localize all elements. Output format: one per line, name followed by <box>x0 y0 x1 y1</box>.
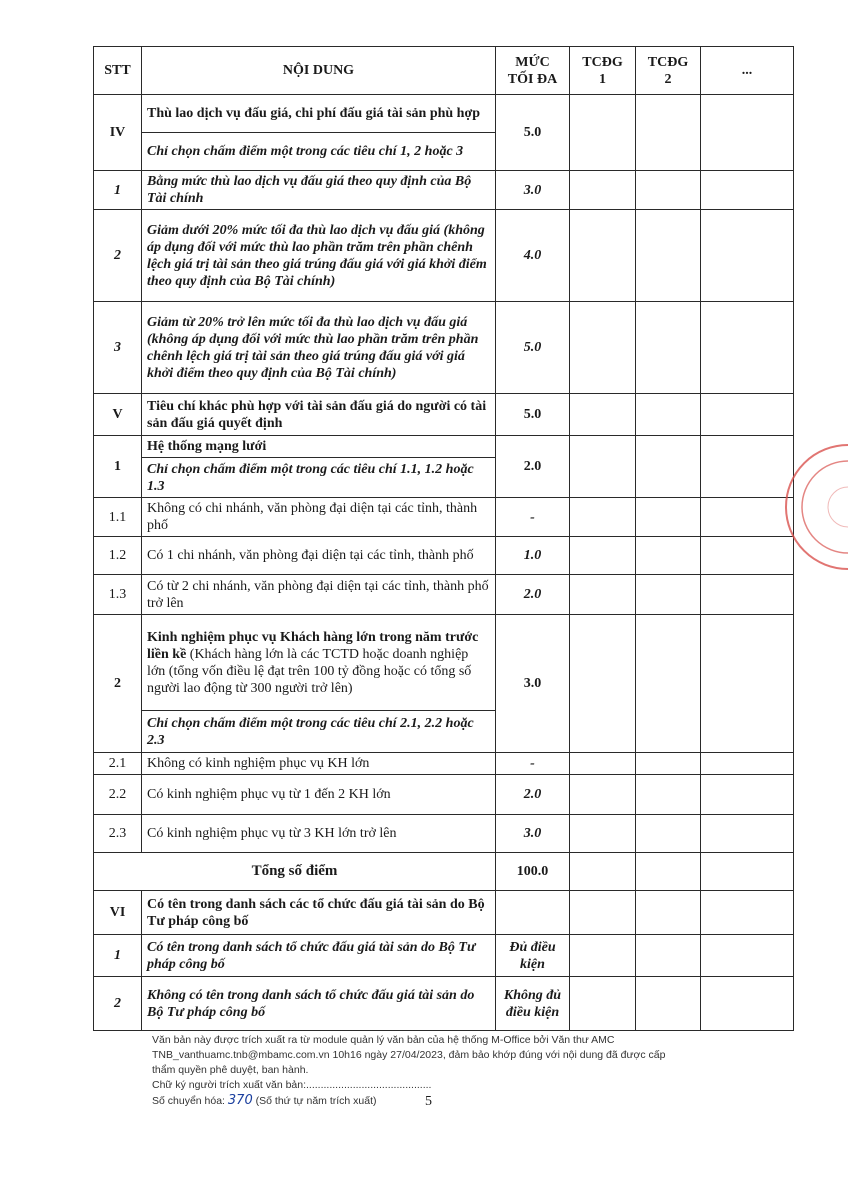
stt-cell: 1 <box>94 171 142 210</box>
score-cell[interactable] <box>570 210 636 302</box>
score-cell[interactable] <box>701 753 794 775</box>
score-cell[interactable] <box>570 436 636 498</box>
conversion-number: 370 <box>227 1093 253 1108</box>
score-cell[interactable] <box>570 302 636 394</box>
score-cell[interactable] <box>570 615 636 753</box>
header-muc-toi-da: MỨC TỐI ĐA <box>496 47 570 95</box>
score-cell[interactable] <box>636 95 701 171</box>
score-cell[interactable] <box>701 775 794 815</box>
table-row <box>94 615 794 711</box>
max-score: 2.0 <box>496 575 570 615</box>
score-cell[interactable] <box>570 753 636 775</box>
max-score: 5.0 <box>496 394 570 436</box>
table-row <box>94 95 794 133</box>
score-cell[interactable] <box>636 302 701 394</box>
score-cell[interactable] <box>570 853 636 891</box>
max-score: 3.0 <box>496 615 570 753</box>
score-cell[interactable] <box>636 775 701 815</box>
criterion-text: Giảm từ 20% trở lên mức tối đa thù lao dịch vụ đấu giá (không áp dụng đối với mức thù lao phần trăm trên phần chênh lệch giá trị tài sản theo giá trúng đấu giá với giá khởi điểm theo quy định của Bộ Tài chính) <box>142 302 496 394</box>
table-row <box>94 891 794 935</box>
table-row <box>94 537 794 575</box>
score-cell[interactable] <box>701 891 794 935</box>
score-cell[interactable] <box>570 977 636 1031</box>
score-cell[interactable] <box>701 935 794 977</box>
table-row <box>94 171 794 210</box>
max-score: - <box>496 498 570 537</box>
stt-cell: 2 <box>94 210 142 302</box>
page-number: 5 <box>425 1094 432 1109</box>
score-cell[interactable] <box>636 935 701 977</box>
score-cell[interactable] <box>570 575 636 615</box>
score-cell[interactable] <box>636 615 701 753</box>
criterion-text: Không có kinh nghiệm phục vụ KH lớn <box>142 753 496 775</box>
score-cell[interactable] <box>570 891 636 935</box>
criterion-text: Có 1 chi nhánh, văn phòng đại diện tại các tỉnh, thành phố <box>142 537 496 575</box>
footer-line: TNB_vanthuamc.tnb@mbamc.com.vn 10h16 ngày 27/04/2023, đảm bảo khớp đúng với nội dung đã được cấp <box>152 1049 666 1061</box>
criterion-text: Có từ 2 chi nhánh, văn phòng đại diện tại các tỉnh, thành phố trở lên <box>142 575 496 615</box>
criterion-text: Có tên trong danh sách tổ chức đấu giá tài sản do Bộ Tư pháp công bố <box>142 935 496 977</box>
score-cell[interactable] <box>636 436 701 498</box>
score-cell[interactable] <box>701 95 794 171</box>
max-score: Không đủ điều kiện <box>496 977 570 1031</box>
criterion-text: Giảm dưới 20% mức tối đa thù lao dịch vụ đấu giá (không áp dụng đối với mức thù lao phần trăm trên phần chênh lệch giá trị tài sản theo giá trúng đấu giá với giá khởi điểm theo quy định của Bộ Tài chính) <box>142 210 496 302</box>
stt-cell: 2.1 <box>94 753 142 775</box>
criterion-text <box>142 615 496 711</box>
score-cell[interactable] <box>636 977 701 1031</box>
max-score: 1.0 <box>496 537 570 575</box>
table-row <box>94 775 794 815</box>
max-score: 3.0 <box>496 171 570 210</box>
criterion-text: Không có chi nhánh, văn phòng đại diện tại các tỉnh, thành phố <box>142 498 496 537</box>
score-cell[interactable] <box>701 394 794 436</box>
total-label: Tổng số điểm <box>94 853 496 891</box>
score-cell[interactable] <box>636 575 701 615</box>
header-tcdg-1: TCĐG 1 <box>570 47 636 95</box>
stt-cell: 2 <box>94 977 142 1031</box>
max-score: 5.0 <box>496 95 570 171</box>
score-cell[interactable] <box>570 815 636 853</box>
score-cell[interactable] <box>636 210 701 302</box>
score-cell[interactable] <box>636 853 701 891</box>
footer-line: Văn bản này được trích xuất ra từ module quản lý văn bản của hệ thống M-Office bởi Văn thư AMC <box>152 1034 615 1046</box>
max-score: Đủ điều kiện <box>496 935 570 977</box>
score-cell[interactable] <box>636 815 701 853</box>
max-score <box>496 891 570 935</box>
score-cell[interactable] <box>570 498 636 537</box>
max-score: 5.0 <box>496 302 570 394</box>
table-row <box>94 753 794 775</box>
score-cell[interactable] <box>570 394 636 436</box>
total-score: 100.0 <box>496 853 570 891</box>
table-row <box>94 977 794 1031</box>
stt-cell: 1 <box>94 436 142 498</box>
section-note: Chỉ chọn chấm điểm một trong các tiêu chí 1.1, 1.2 hoặc 1.3 <box>142 458 496 498</box>
score-cell[interactable] <box>570 775 636 815</box>
footer-line: Chữ ký người trích xuất văn bản:........................................... <box>152 1079 432 1091</box>
max-score: 4.0 <box>496 210 570 302</box>
score-cell[interactable] <box>701 853 794 891</box>
red-seal-stamp <box>770 432 848 582</box>
score-cell[interactable] <box>701 615 794 753</box>
stt-cell: 2.2 <box>94 775 142 815</box>
conversion-label: Số chuyển hóa: <box>152 1095 225 1107</box>
score-cell[interactable] <box>636 753 701 775</box>
table-row <box>94 210 794 302</box>
scoring-table <box>93 46 794 1031</box>
section-description: (Khách hàng lớn là các TCTD hoặc doanh nghiệp lớn (tổng vốn điều lệ đạt trên 100 tỷ đồng hoặc có tổng số người lao động từ 300 người trở lên) <box>147 646 472 696</box>
section-note: Chỉ chọn chấm điểm một trong các tiêu chí 1, 2 hoặc 3 <box>142 133 496 171</box>
stt-cell: VI <box>94 891 142 935</box>
criterion-text: Có kinh nghiệm phục vụ từ 1 đến 2 KH lớn <box>142 775 496 815</box>
section-title: Thù lao dịch vụ đấu giá, chi phí đấu giá tài sản phù hợp <box>142 95 496 133</box>
table-header <box>94 47 794 95</box>
table-row <box>94 302 794 394</box>
stt-cell: 1.1 <box>94 498 142 537</box>
extraction-footer <box>152 1033 672 1109</box>
score-cell[interactable] <box>636 171 701 210</box>
section-title: Tiêu chí khác phù hợp với tài sản đấu giá do người có tài sản đấu giá quyết định <box>142 394 496 436</box>
section-title: Hệ thống mạng lưới <box>142 436 496 458</box>
score-cell[interactable] <box>636 891 701 935</box>
criterion-text: Bằng mức thù lao dịch vụ đấu giá theo quy định của Bộ Tài chính <box>142 171 496 210</box>
stt-cell: 2.3 <box>94 815 142 853</box>
header-stt: STT <box>94 47 142 95</box>
stt-cell: IV <box>94 95 142 171</box>
stt-cell: 1 <box>94 935 142 977</box>
header-more: ... <box>701 47 794 95</box>
stt-cell: 3 <box>94 302 142 394</box>
total-row <box>94 853 794 891</box>
table-row <box>94 436 794 458</box>
score-cell[interactable] <box>636 394 701 436</box>
table-row <box>94 815 794 853</box>
max-score: 2.0 <box>496 436 570 498</box>
score-cell[interactable] <box>570 171 636 210</box>
footer-line: thẩm quyền phê duyệt, ban hành. <box>152 1064 309 1076</box>
score-cell[interactable] <box>636 498 701 537</box>
criterion-text: Không có tên trong danh sách tổ chức đấu giá tài sản do Bộ Tư pháp công bố <box>142 977 496 1031</box>
section-title: Có tên trong danh sách các tổ chức đấu giá tài sản do Bộ Tư pháp công bố <box>142 891 496 935</box>
max-score: - <box>496 753 570 775</box>
table-row <box>94 935 794 977</box>
stt-cell: V <box>94 394 142 436</box>
table-row <box>94 575 794 615</box>
criterion-text: Có kinh nghiệm phục vụ từ 3 KH lớn trở lên <box>142 815 496 853</box>
score-cell[interactable] <box>636 537 701 575</box>
score-cell[interactable] <box>701 815 794 853</box>
section-note: Chỉ chọn chấm điểm một trong các tiêu chí 2.1, 2.2 hoặc 2.3 <box>142 711 496 753</box>
score-cell[interactable] <box>701 302 794 394</box>
score-cell[interactable] <box>570 935 636 977</box>
table-row <box>94 394 794 436</box>
max-score: 3.0 <box>496 815 570 853</box>
header-noi-dung: NỘI DUNG <box>142 47 496 95</box>
score-cell[interactable] <box>701 210 794 302</box>
score-cell[interactable] <box>570 95 636 171</box>
stt-cell: 1.3 <box>94 575 142 615</box>
score-cell[interactable] <box>701 977 794 1031</box>
max-score: 2.0 <box>496 775 570 815</box>
stt-cell: 2 <box>94 615 142 753</box>
table-row <box>94 498 794 537</box>
conversion-note: (Số thứ tự năm trích xuất) <box>255 1095 377 1107</box>
section-title: Kinh nghiệm phục vụ Khách hàng lớn trong năm trước liền kề <box>147 629 479 662</box>
score-cell[interactable] <box>701 171 794 210</box>
stt-cell: 1.2 <box>94 537 142 575</box>
footer-line <box>152 1093 672 1109</box>
score-cell[interactable] <box>570 537 636 575</box>
header-tcdg-2: TCĐG 2 <box>636 47 701 95</box>
